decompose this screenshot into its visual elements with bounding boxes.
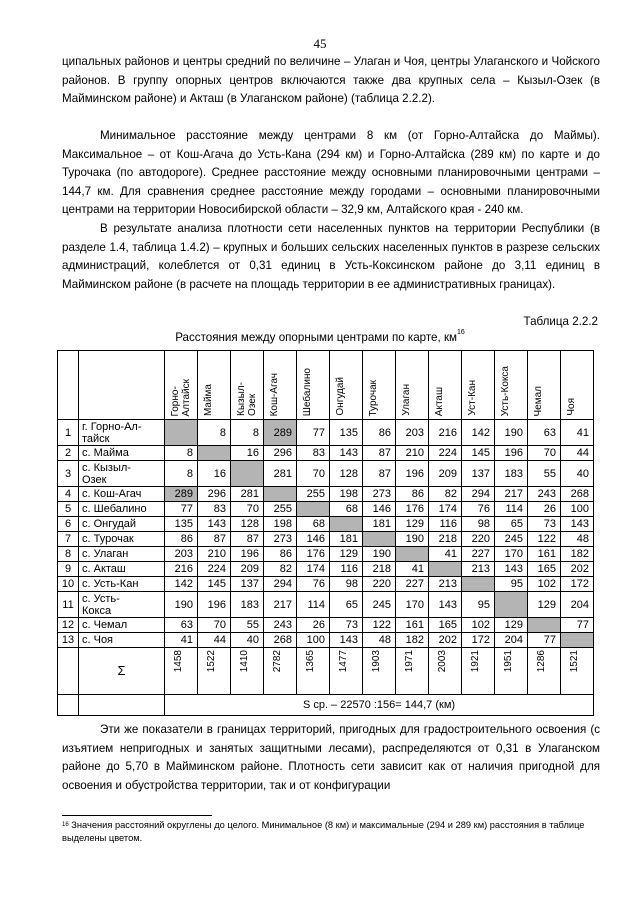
distance-cell: 176 [297, 547, 330, 562]
table-row [58, 446, 594, 461]
column-header-label: Усть-Кокса [500, 365, 511, 416]
distance-cell: 73 [528, 517, 561, 532]
distance-cell: 294 [264, 577, 297, 592]
distance-cell: 210 [396, 446, 429, 461]
distance-cell: 170 [396, 592, 429, 618]
distance-cell: 116 [330, 562, 363, 577]
sum-symbol: Σ [79, 648, 165, 695]
sum-value: 1951 [503, 650, 514, 673]
row-index: 5 [58, 502, 79, 517]
distance-cell: 190 [165, 592, 198, 618]
sum-blank [58, 648, 79, 695]
distance-cell: 83 [198, 502, 231, 517]
table-caption [0, 331, 640, 344]
distance-cell: 114 [495, 502, 528, 517]
distance-cell: 145 [198, 577, 231, 592]
diagonal-cell [297, 502, 330, 517]
distance-cell: 114 [297, 592, 330, 618]
sum-value: 1477 [338, 650, 349, 673]
table-row [58, 517, 594, 532]
distance-cell: 142 [462, 420, 495, 446]
distance-cell: 83 [297, 446, 330, 461]
distance-cell: 70 [231, 502, 264, 517]
distance-cell: 65 [495, 517, 528, 532]
distance-cell: 172 [462, 633, 495, 648]
distance-cell: 255 [297, 487, 330, 502]
sum-cell [198, 648, 231, 695]
distance-cell: 143 [330, 446, 363, 461]
sum-row [58, 648, 594, 695]
distance-cell: 196 [198, 592, 231, 618]
distance-cell: 198 [264, 517, 297, 532]
distance-cell: 181 [363, 517, 396, 532]
distance-cell: 102 [528, 577, 561, 592]
distance-cell: 227 [396, 577, 429, 592]
column-header-label: Уст-Кан [467, 380, 478, 416]
diagonal-cell [429, 562, 462, 577]
sum-value: 2782 [272, 650, 283, 673]
distance-cell: 55 [528, 461, 561, 487]
distance-cell: 129 [330, 547, 363, 562]
row-name: с. Кызыл- Озек [79, 461, 165, 487]
sum-cell [396, 648, 429, 695]
average-blank-index [58, 695, 79, 716]
diagonal-cell [495, 592, 528, 618]
table-row [58, 618, 594, 633]
distance-cell: 281 [231, 487, 264, 502]
distance-cell: 122 [363, 618, 396, 633]
column-header [363, 351, 396, 420]
sum-cell [264, 648, 297, 695]
distance-cell: 98 [330, 577, 363, 592]
distance-cell: 143 [198, 517, 231, 532]
sum-value: 2003 [437, 650, 448, 673]
table-row [58, 502, 594, 517]
row-index: 6 [58, 517, 79, 532]
distance-cell: 218 [363, 562, 396, 577]
distance-cell: 26 [297, 618, 330, 633]
distance-cell: 63 [528, 420, 561, 446]
sum-cell [231, 648, 264, 695]
distance-cell: 203 [396, 420, 429, 446]
distance-cell: 245 [495, 532, 528, 547]
distance-cell: 220 [462, 532, 495, 547]
distance-cell: 55 [231, 618, 264, 633]
distance-cell: 176 [396, 502, 429, 517]
row-index: 7 [58, 532, 79, 547]
distance-cell: 196 [396, 461, 429, 487]
column-header-label: Акташ [434, 386, 445, 416]
distance-cell: 100 [297, 633, 330, 648]
column-header-label: Кош-Агач [269, 372, 280, 416]
row-name: с. Турочак [79, 532, 165, 547]
sum-cell [330, 648, 363, 695]
distance-cell: 268 [561, 487, 594, 502]
distance-cell: 182 [396, 633, 429, 648]
distance-cell: 245 [363, 592, 396, 618]
distance-cell: 87 [363, 461, 396, 487]
distance-cell: 196 [231, 547, 264, 562]
table-label: Таблица 2.2.2 [523, 315, 598, 328]
distance-cell: 137 [231, 577, 264, 592]
distance-cell: 209 [429, 461, 462, 487]
distance-cell: 76 [462, 502, 495, 517]
row-name: с. Кош-Агач [79, 487, 165, 502]
distance-cell: 40 [231, 633, 264, 648]
distance-cell: 48 [363, 633, 396, 648]
row-index: 8 [58, 547, 79, 562]
sum-cell [165, 648, 198, 695]
column-header [264, 351, 297, 420]
diagonal-cell [363, 532, 396, 547]
table-row [58, 461, 594, 487]
distance-cell: 86 [165, 532, 198, 547]
row-name: с. Майма [79, 446, 165, 461]
table-row [58, 562, 594, 577]
footnote-ref: 16 [62, 822, 69, 828]
footnote-separator [62, 815, 212, 816]
distance-cell: 209 [231, 562, 264, 577]
sum-value: 1458 [173, 650, 184, 673]
distance-cell: 161 [396, 618, 429, 633]
distance-cell: 95 [462, 592, 495, 618]
distance-cell: 95 [495, 577, 528, 592]
distance-cell: 289 [264, 420, 297, 446]
distance-cell: 137 [462, 461, 495, 487]
distance-cell: 82 [264, 562, 297, 577]
distance-cell: 204 [561, 592, 594, 618]
diagonal-cell [528, 618, 561, 633]
distance-cell: 182 [561, 547, 594, 562]
distance-cell: 135 [165, 517, 198, 532]
row-name: с. Шебалино [79, 502, 165, 517]
sum-value: 1971 [404, 650, 415, 673]
diagonal-cell [462, 577, 495, 592]
distance-cell: 122 [528, 532, 561, 547]
header-blank-name [79, 351, 165, 420]
distance-cell: 218 [429, 532, 462, 547]
distance-cell: 190 [396, 532, 429, 547]
row-index: 1 [58, 420, 79, 446]
distance-cell: 281 [264, 461, 297, 487]
distance-cell: 203 [165, 547, 198, 562]
caption-footnote-ref: 16 [457, 329, 465, 336]
distance-cell: 70 [528, 446, 561, 461]
distance-cell: 8 [165, 461, 198, 487]
column-header [495, 351, 528, 420]
page-number: 45 [313, 36, 327, 51]
sum-value: 1365 [305, 650, 316, 673]
distance-cell: 87 [363, 446, 396, 461]
distance-cell: 216 [429, 420, 462, 446]
distance-cell: 243 [264, 618, 297, 633]
average-value: S ср. – 22570 :156= 144,7 (км) [165, 695, 594, 716]
distance-cell: 183 [231, 592, 264, 618]
column-header-label: Чемал [533, 385, 544, 416]
table-row [58, 532, 594, 547]
column-header [396, 351, 429, 420]
distance-cell: 128 [231, 517, 264, 532]
distance-cell: 216 [165, 562, 198, 577]
column-header-label: Улаган [401, 384, 412, 416]
distance-cell: 68 [297, 517, 330, 532]
table-row [58, 592, 594, 618]
distance-cell: 296 [264, 446, 297, 461]
distance-cell: 41 [165, 633, 198, 648]
footnote-text: Значения расстояний округлены до целого. Минимальное (8 км) и максимальные (294 и 289 км) расстояния в таблице выделены цветом. [62, 820, 585, 843]
distance-cell: 8 [231, 420, 264, 446]
distance-table [57, 350, 594, 716]
distance-cell: 243 [528, 487, 561, 502]
diagonal-cell [198, 446, 231, 461]
distance-cell: 87 [198, 532, 231, 547]
distance-cell: 268 [264, 633, 297, 648]
distance-cell: 289 [165, 487, 198, 502]
column-header [297, 351, 330, 420]
average-blank-name [79, 695, 165, 716]
distance-cell: 143 [495, 562, 528, 577]
distance-cell: 183 [495, 461, 528, 487]
row-index: 12 [58, 618, 79, 633]
average-row [58, 695, 594, 716]
distance-cell: 227 [462, 547, 495, 562]
distance-cell: 70 [198, 618, 231, 633]
distance-cell: 63 [165, 618, 198, 633]
row-name: с. Улаган [79, 547, 165, 562]
distance-cell: 100 [561, 502, 594, 517]
distance-cell: 145 [462, 446, 495, 461]
sum-value: 1903 [371, 650, 382, 673]
distance-cell: 217 [264, 592, 297, 618]
diagonal-cell [165, 420, 198, 446]
table-header-row [58, 351, 594, 420]
column-header-label: Чоя [566, 398, 577, 416]
paragraph-2: Минимальное расстояние между центрами 8 км (от Горно-Алтайска до Маймы). Максимальное – от Кош-Агача до Усть-Кана (294 км) и Горно-Алтайска (289 км) по карте и до Турочака (по автодороге). Среднее расстояние между основными планировочными центрами – 144,7 км. Для сравнения среднее расстояние между городами – основными планировочными центрами на территории Новосибирской области – 32,9 км, Алтайского края - 240 км. [62, 129, 600, 217]
distance-cell: 41 [429, 547, 462, 562]
diagonal-cell [561, 633, 594, 648]
sum-value: 1286 [536, 650, 547, 673]
distance-cell: 40 [561, 461, 594, 487]
sum-cell [462, 648, 495, 695]
table-row [58, 633, 594, 648]
distance-cell: 146 [363, 502, 396, 517]
column-header-label: Кызыл- Озек [236, 382, 258, 416]
diagonal-cell [396, 547, 429, 562]
row-name: с. Усть-Кан [79, 577, 165, 592]
paragraph-4: Эти же показатели в границах территорий, пригодных для градостроительного освоения (с изъятием непригодных и занятых защитными лесами), распределяются от 0,31 в Улаганском районе до 5,70 в Майминском районе. Плотность сети зависит как от наличия пригодной для освоения и обустройства территории, так и от конфигурации [62, 723, 600, 792]
distance-cell: 198 [330, 487, 363, 502]
distance-cell: 224 [429, 446, 462, 461]
distance-cell: 165 [429, 618, 462, 633]
distance-cell: 161 [528, 547, 561, 562]
row-name: г. Горно-Ал- тайск [79, 420, 165, 446]
sum-value: 1410 [239, 650, 250, 673]
distance-cell: 220 [363, 577, 396, 592]
table-row [58, 487, 594, 502]
sum-cell [297, 648, 330, 695]
distance-cell: 202 [561, 562, 594, 577]
distance-cell: 48 [561, 532, 594, 547]
sum-cell [528, 648, 561, 695]
distance-cell: 174 [429, 502, 462, 517]
distance-cell: 82 [429, 487, 462, 502]
distance-cell: 26 [528, 502, 561, 517]
distance-cell: 77 [297, 420, 330, 446]
distance-cell: 129 [528, 592, 561, 618]
row-name: с. Чоя [79, 633, 165, 648]
distance-cell: 70 [297, 461, 330, 487]
distance-cell: 8 [198, 420, 231, 446]
column-header [231, 351, 264, 420]
sum-value: 1522 [206, 650, 217, 673]
table-row [58, 547, 594, 562]
distance-cell: 255 [264, 502, 297, 517]
distance-cell: 76 [297, 577, 330, 592]
footnote [62, 819, 600, 845]
column-header [330, 351, 363, 420]
distance-cell: 210 [198, 547, 231, 562]
distance-cell: 213 [462, 562, 495, 577]
distance-cell: 102 [462, 618, 495, 633]
distance-cell: 86 [363, 420, 396, 446]
distance-cell: 273 [264, 532, 297, 547]
distance-cell: 174 [297, 562, 330, 577]
diagonal-cell [231, 461, 264, 487]
distance-cell: 41 [561, 420, 594, 446]
distance-cell: 143 [429, 592, 462, 618]
distance-cell: 217 [495, 487, 528, 502]
distance-cell: 129 [495, 618, 528, 633]
header-blank-index [58, 351, 79, 420]
distance-cell: 87 [231, 532, 264, 547]
diagonal-cell [264, 487, 297, 502]
distance-cell: 181 [330, 532, 363, 547]
row-name: с. Чемал [79, 618, 165, 633]
distance-cell: 77 [561, 618, 594, 633]
distance-cell: 190 [495, 420, 528, 446]
distance-cell: 86 [264, 547, 297, 562]
distance-cell: 143 [561, 517, 594, 532]
distance-cell: 196 [495, 446, 528, 461]
column-header-label: Горно- Алтайск [170, 378, 192, 416]
distance-cell: 135 [330, 420, 363, 446]
distance-cell: 41 [396, 562, 429, 577]
row-index: 2 [58, 446, 79, 461]
row-index: 3 [58, 461, 79, 487]
distance-cell: 68 [330, 502, 363, 517]
sum-value: 1521 [569, 650, 580, 673]
distance-cell: 294 [462, 487, 495, 502]
paragraph-3: В результате анализа плотности сети населенных пунктов на территории Республики (в разделе 1.4, таблица 1.4.2) – крупных и больших сельских населенных пунктов в разрезе сельских администраций, колеблется от 0,31 единиц в Усть-Коксинском районе до 3,11 единиц в Майминском районе (в расчете на площадь территории в ее административных границах). [62, 222, 600, 291]
distance-cell: 202 [429, 633, 462, 648]
paragraph-1: ципальных районов и центры средний по величине – Улаган и Чоя, центры Улаганского и Чойского районов. В группу опорных центров включаются также два крупных села – Кызыл-Озек (в Майминском районе) и Акташ (в Улаганском районе) (таблица 2.2.2). [62, 55, 600, 106]
distance-cell: 146 [297, 532, 330, 547]
sum-cell [429, 648, 462, 695]
distance-cell: 129 [396, 517, 429, 532]
row-name: с. Онгудай [79, 517, 165, 532]
distance-cell: 172 [561, 577, 594, 592]
column-header [165, 351, 198, 420]
sum-cell [363, 648, 396, 695]
row-name: с. Усть- Кокса [79, 592, 165, 618]
distance-cell: 16 [198, 461, 231, 487]
column-header [561, 351, 594, 420]
diagonal-cell [330, 517, 363, 532]
sum-cell [561, 648, 594, 695]
distance-cell: 224 [198, 562, 231, 577]
distance-cell: 44 [198, 633, 231, 648]
column-header [429, 351, 462, 420]
column-header-label: Онгудай [335, 377, 346, 416]
column-header-label: Турочак [368, 379, 379, 416]
distance-cell: 8 [165, 446, 198, 461]
distance-cell: 170 [495, 547, 528, 562]
distance-cell: 16 [231, 446, 264, 461]
distance-cell: 296 [198, 487, 231, 502]
distance-cell: 273 [363, 487, 396, 502]
row-index: 11 [58, 592, 79, 618]
table-row [58, 420, 594, 446]
distance-cell: 86 [396, 487, 429, 502]
row-name: с. Акташ [79, 562, 165, 577]
sum-value: 1921 [470, 650, 481, 673]
distance-cell: 204 [495, 633, 528, 648]
table-row [58, 577, 594, 592]
distance-cell: 128 [330, 461, 363, 487]
distance-cell: 213 [429, 577, 462, 592]
distance-cell: 190 [363, 547, 396, 562]
column-header [198, 351, 231, 420]
row-index: 4 [58, 487, 79, 502]
distance-cell: 77 [528, 633, 561, 648]
distance-cell: 73 [330, 618, 363, 633]
row-index: 13 [58, 633, 79, 648]
distance-cell: 165 [528, 562, 561, 577]
distance-cell: 65 [330, 592, 363, 618]
distance-cell: 142 [165, 577, 198, 592]
sum-cell [495, 648, 528, 695]
row-index: 9 [58, 562, 79, 577]
column-header-label: Майма [203, 383, 214, 416]
table-caption-text: Расстояния между опорными центрами по карте, км [175, 331, 457, 344]
distance-cell: 77 [165, 502, 198, 517]
distance-cell: 143 [330, 633, 363, 648]
row-index: 10 [58, 577, 79, 592]
distance-cell: 98 [462, 517, 495, 532]
column-header [528, 351, 561, 420]
column-header-label: Шебалино [302, 367, 313, 416]
column-header [462, 351, 495, 420]
distance-cell: 44 [561, 446, 594, 461]
distance-cell: 116 [429, 517, 462, 532]
